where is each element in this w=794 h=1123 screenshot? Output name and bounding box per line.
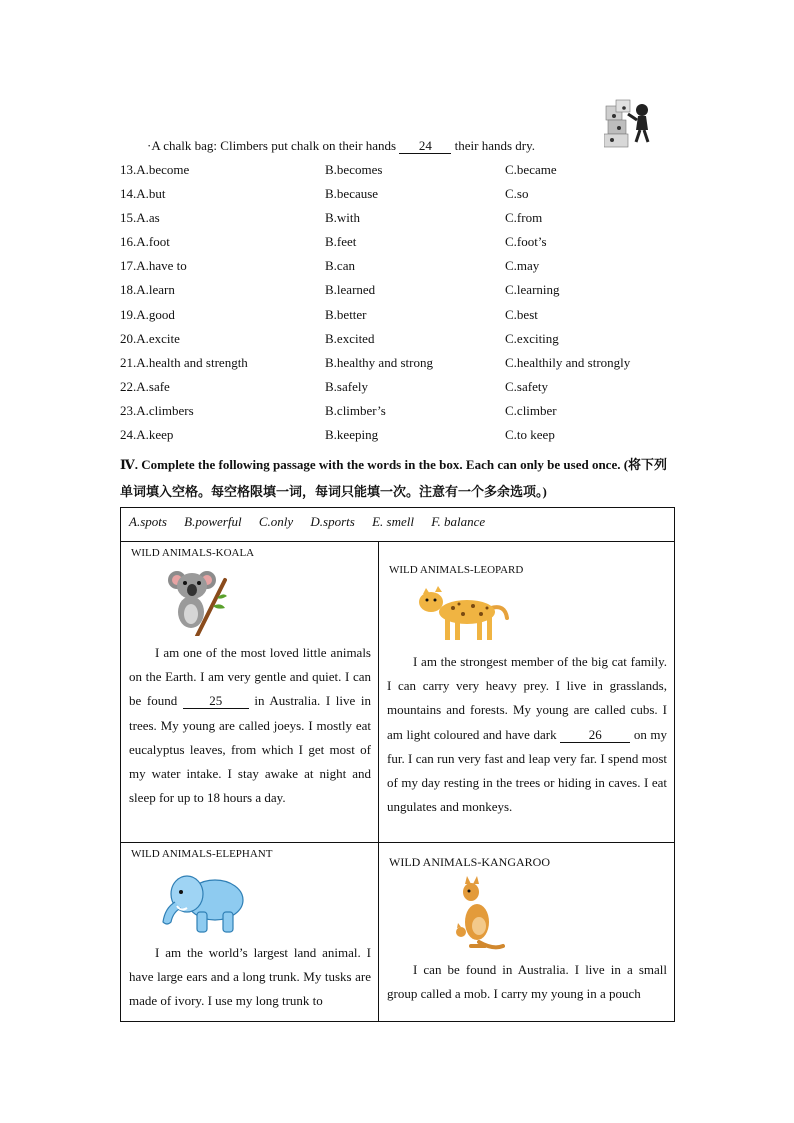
word-bank	[121, 508, 674, 542]
option-b[interactable]: B.keeping	[325, 427, 379, 443]
word-bank-item: D.sports	[310, 514, 355, 529]
option-c[interactable]: C.became	[505, 162, 557, 177]
option-row	[120, 184, 680, 208]
option-c[interactable]: C.learning	[505, 282, 560, 298]
option-c[interactable]: C.so	[505, 186, 529, 202]
kangaroo-title: WILD ANIMALS-KANGAROO	[389, 855, 550, 869]
kangaroo-image	[449, 876, 505, 954]
leopard-passage	[387, 650, 667, 819]
option-b[interactable]: B.climber’s	[325, 402, 386, 418]
elephant-image	[157, 868, 249, 934]
leopard-title: WILD ANIMALS-LEOPARD	[389, 564, 524, 576]
option-row	[120, 353, 680, 377]
blank-26[interactable]: 26	[560, 728, 630, 743]
word-bank-item: F. balance	[431, 514, 486, 529]
option-row	[120, 160, 680, 184]
word-bank-item: A.spots	[129, 514, 167, 529]
elephant-text-1: I am the world’s largest land animal. I have large ears and a long trunk. My tusks are made of ivory. I use my long trunk to	[129, 945, 371, 1009]
option-b[interactable]: B.safely	[325, 378, 368, 394]
option-row	[120, 208, 680, 232]
option-b[interactable]: B.can	[325, 258, 355, 274]
chalk-line-before: ·A chalk bag: Climbers put chalk on their hands	[147, 138, 397, 153]
option-b[interactable]: B.healthy and strong	[325, 354, 433, 370]
option-b[interactable]: B.with	[325, 210, 361, 226]
option-a[interactable]: 15.A.as	[120, 210, 160, 226]
option-a[interactable]: 22.A.safe	[120, 378, 170, 394]
koala-text-2: in Australia. I live in trees. My young are called joeys. I mostly eat eucalyptus leaves, from which I get most of my water intake. I stay awake at night and sleep for up to 18 hours a day.	[129, 693, 371, 806]
blank-25[interactable]: 25	[183, 694, 249, 709]
option-row	[120, 329, 680, 353]
option-a[interactable]: 24.A.keep	[120, 427, 174, 443]
passage-box	[120, 507, 675, 1022]
leopard-image	[413, 584, 509, 642]
option-b[interactable]: B.feet	[325, 234, 357, 250]
option-a[interactable]: 23.A.climbers	[120, 402, 194, 418]
option-row	[120, 401, 680, 425]
option-a[interactable]: 13.A.become	[120, 162, 190, 177]
koala-passage	[129, 641, 371, 810]
option-row	[120, 256, 680, 280]
option-c[interactable]: C.healthily and strongly	[505, 354, 631, 370]
option-row	[120, 305, 680, 329]
chalk-line-after: their hands dry.	[454, 138, 536, 153]
option-c[interactable]: C.may	[505, 258, 540, 274]
option-a[interactable]: 21.A.health and strength	[120, 354, 248, 370]
option-b[interactable]: B.learned	[325, 282, 376, 298]
kangaroo-text-1: I can be found in Australia. I live in a small group called a mob. I carry my young in a pouch	[387, 962, 667, 1002]
option-row	[120, 232, 680, 256]
blank-24[interactable]: 24	[399, 139, 451, 154]
option-c[interactable]: C.foot’s	[505, 234, 547, 250]
option-row	[120, 425, 680, 449]
option-row	[120, 280, 680, 304]
option-c[interactable]: C.from	[505, 210, 543, 226]
option-b[interactable]: B.because	[325, 186, 379, 202]
word-bank-item: C.only	[258, 514, 294, 529]
option-c[interactable]: C.climber	[505, 402, 557, 418]
rock-climber-image	[604, 98, 656, 148]
option-b[interactable]: B.becomes	[325, 162, 383, 177]
option-a[interactable]: 17.A.have to	[120, 258, 187, 274]
option-b[interactable]: B.excited	[325, 330, 375, 346]
row-divider	[121, 842, 674, 843]
kangaroo-passage	[387, 958, 667, 1006]
option-a[interactable]: 20.A.excite	[120, 330, 180, 346]
word-bank-item: B.powerful	[184, 514, 242, 529]
word-bank-item: E. smell	[372, 514, 414, 529]
option-a[interactable]: 18.A.learn	[120, 282, 175, 298]
option-c[interactable]: C.best	[505, 306, 538, 322]
elephant-passage	[129, 941, 371, 1014]
column-divider	[378, 542, 379, 1022]
question-24-line	[147, 138, 535, 154]
choice-options	[120, 160, 680, 449]
option-c[interactable]: C.safety	[505, 378, 548, 394]
option-b[interactable]: B.better	[325, 306, 367, 322]
elephant-title: WILD ANIMALS-ELEPHANT	[131, 848, 273, 860]
section-iv-title: Ⅳ. Complete the following passage with the words in the box. Each can only be used once. (将下列单词填入空格。每空格限填一词，每词只能填一次。注意有一个多余选项。)	[120, 457, 668, 499]
option-c[interactable]: C.to keep	[505, 427, 555, 443]
leopard-text-1: I am the strongest member of the big cat family. I can carry very heavy prey. I live in grasslands, mountains and forests. My young are called cubs. I am light coloured and have dark	[387, 654, 667, 742]
koala-title: WILD ANIMALS-KOALA	[131, 547, 255, 559]
option-c[interactable]: C.exciting	[505, 330, 559, 346]
option-row	[120, 377, 680, 401]
option-a[interactable]: 19.A.good	[120, 306, 175, 322]
option-a[interactable]: 14.A.but	[120, 186, 166, 202]
koala-image	[167, 566, 227, 636]
option-a[interactable]: 16.A.foot	[120, 234, 170, 250]
koala-text-1: I am one of the most loved little animals on the Earth. I am very gentle and quiet. I can be found	[129, 645, 371, 709]
leopard-text-2: on my fur. I can run very fast and leap very far. I spend most of my day resting in the trees or hiding in caves. I eat ungulates and monkeys.	[387, 726, 668, 815]
